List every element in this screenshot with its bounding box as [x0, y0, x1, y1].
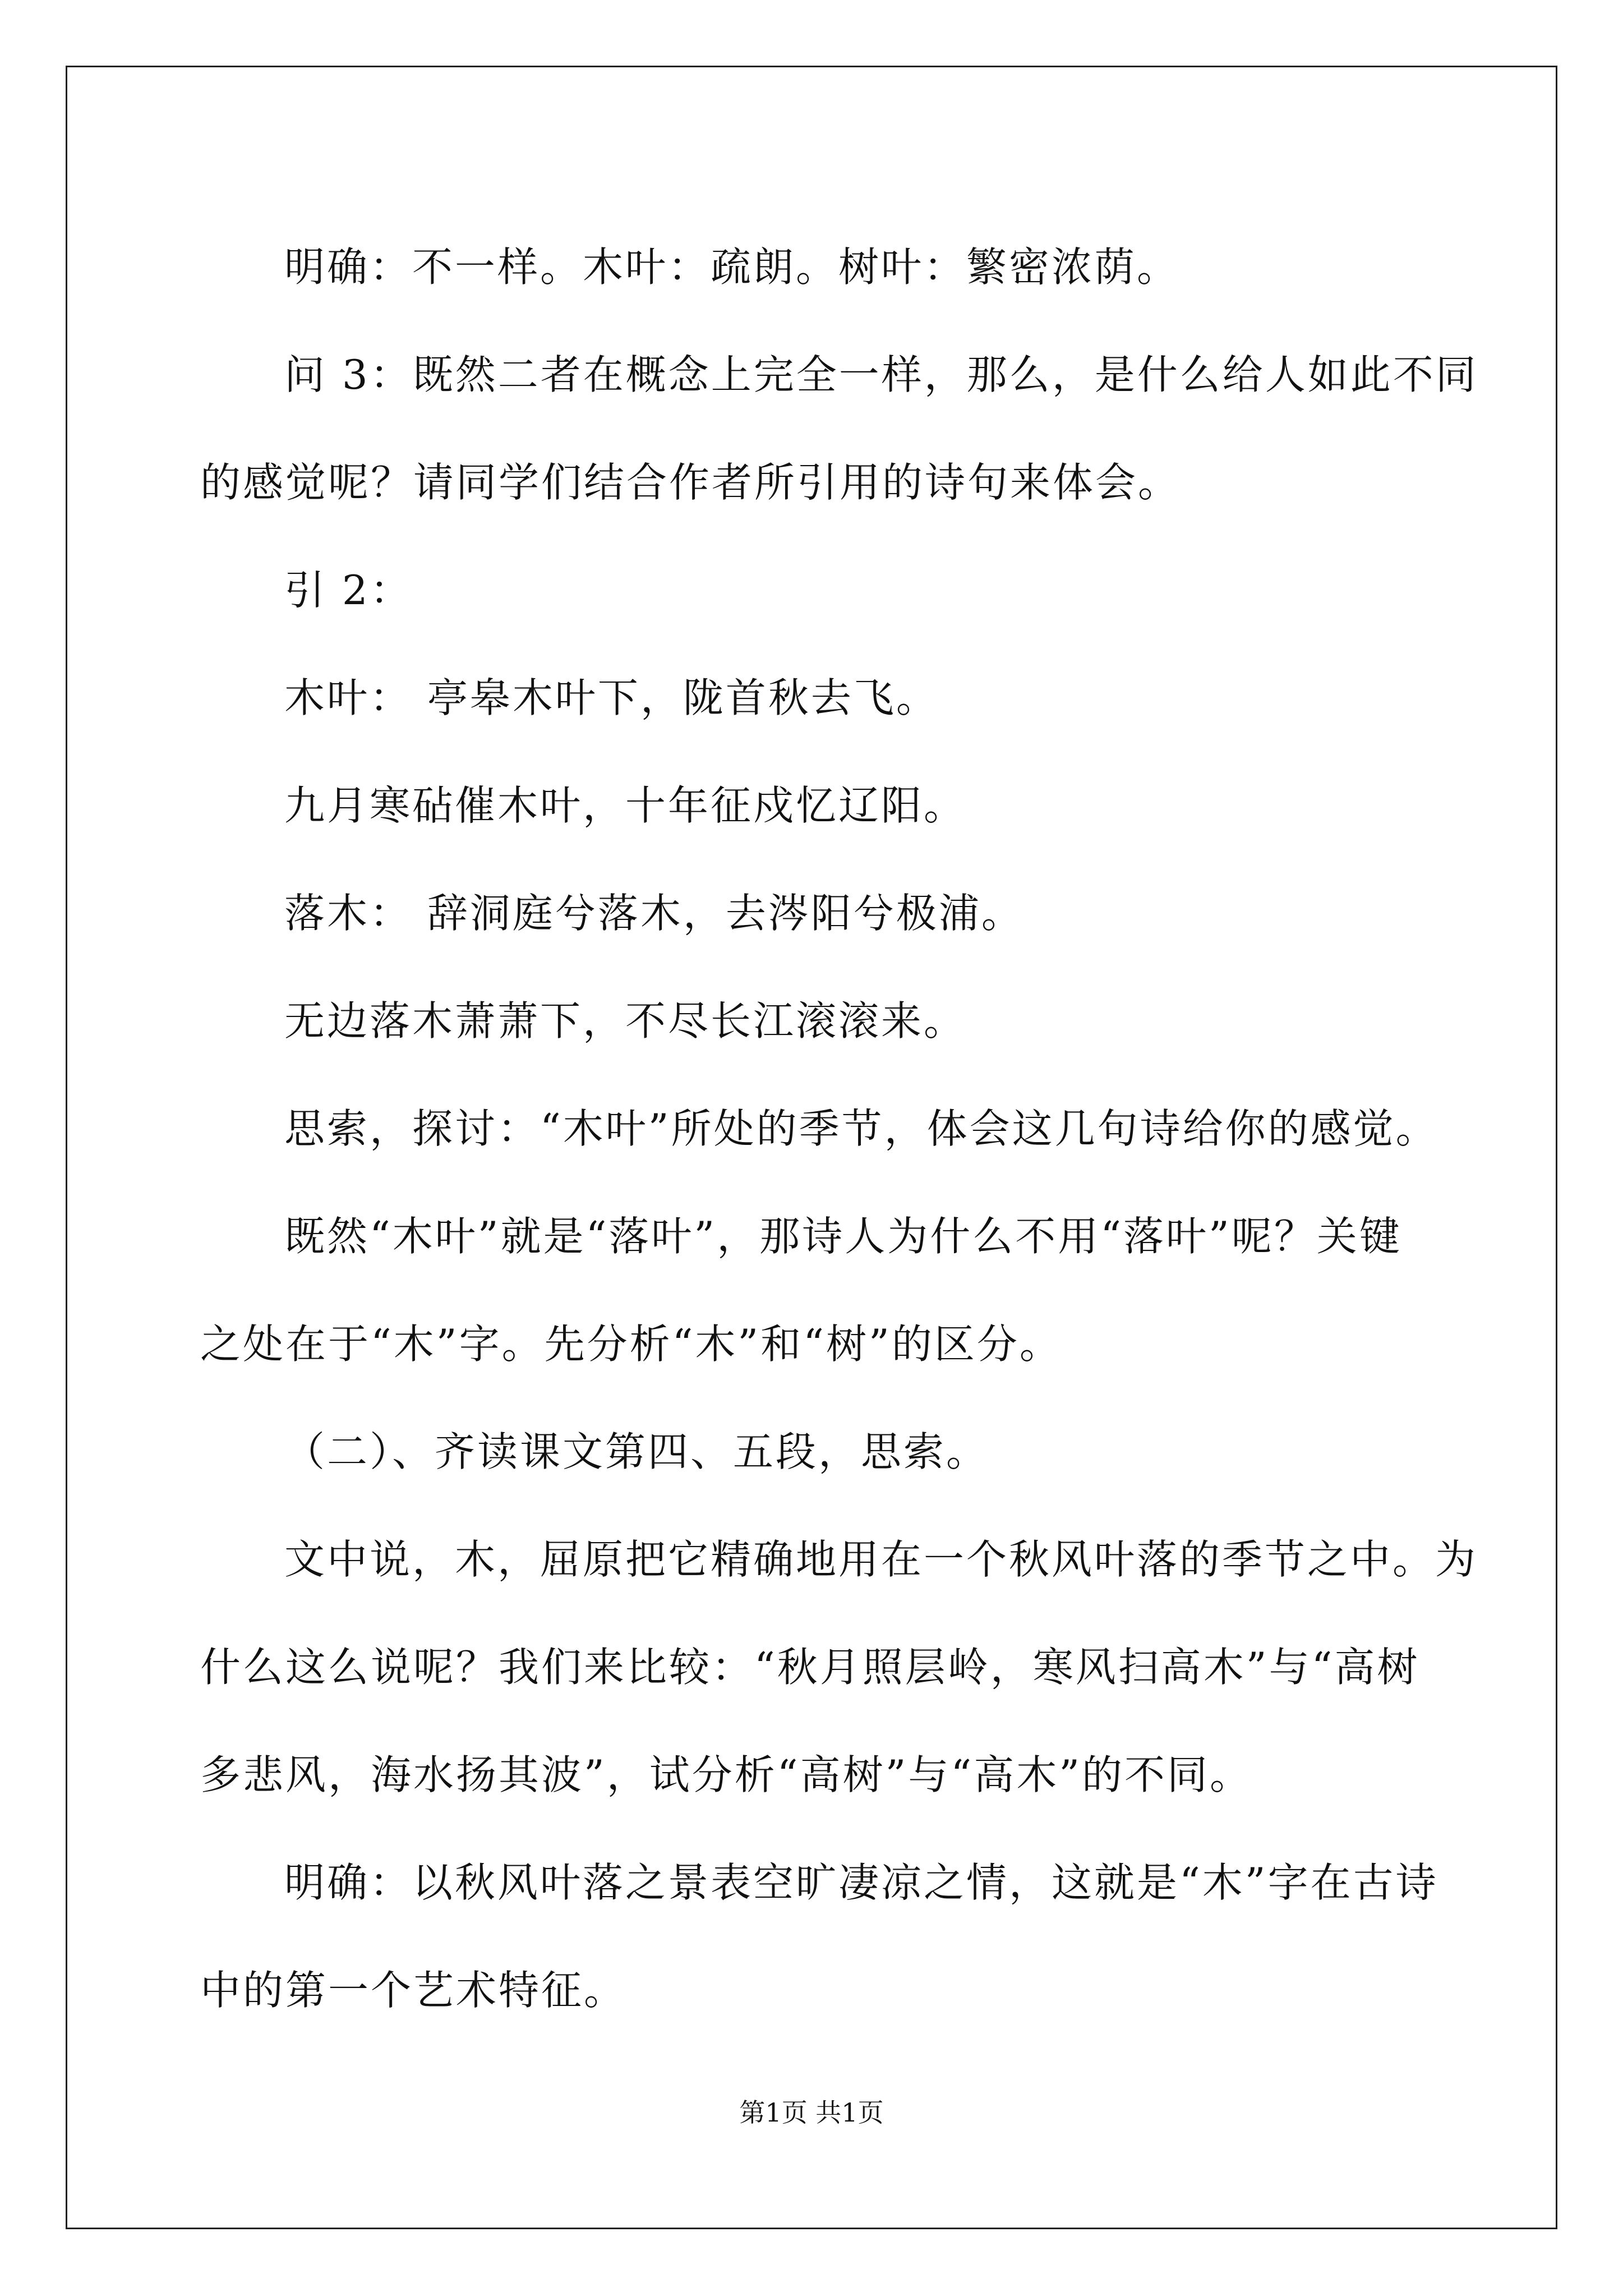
document-body	[200, 213, 1478, 2044]
paragraph: 落木： 辞洞庭兮落木，去涔阳兮极浦。	[284, 890, 1024, 937]
paragraph: （二）、齐读课文第四、五段，思索。	[284, 1428, 989, 1475]
paragraph: 问 3：既然二者在概念上完全一样，那么，是什么给人如此不同	[284, 351, 1478, 398]
paragraph: 既然“木叶”就是“落叶”，那诗人为什么不用“落叶”呢？关键	[284, 1213, 1402, 1260]
page-footer: 第1页 共1页	[739, 2097, 884, 2128]
paragraph: 木叶： 亭皋木叶下，陇首秋去飞。	[284, 674, 939, 721]
paragraph: 之处在于“木”字。先分析“木”和“树”的区分。	[200, 1320, 1062, 1368]
paragraph: 明确：不一样。木叶：疏朗。树叶：繁密浓荫。	[284, 243, 1180, 291]
paragraph: 无边落木萧萧下，不尽长江滚滚来。	[284, 997, 967, 1045]
paragraph: 引 2：	[284, 567, 413, 614]
paragraph: 九月寒砧催木叶，十年征戍忆辽阳。	[284, 782, 967, 829]
paragraph: 思索，探讨：“木叶”所处的季节，体会这几句诗给你的感觉。	[284, 1105, 1438, 1152]
paragraph: 多悲风，海水扬其波”，试分析“高树”与“高木”的不同。	[200, 1751, 1253, 1798]
paragraph: 明确：以秋风叶落之景表空旷凄凉之情，这就是“木”字在古诗	[284, 1859, 1438, 1906]
paragraph: 什么这么说呢？我们来比较：“秋月照层岭，寒风扫高木”与“高树	[200, 1644, 1420, 1691]
paragraph: 中的第一个艺术特征。	[200, 1967, 627, 2014]
paragraph: 文中说，木，屈原把它精确地用在一个秋风叶落的季节之中。为	[284, 1536, 1478, 1583]
paragraph: 的感觉呢？请同学们结合作者所引用的诗句来体会。	[200, 459, 1181, 506]
